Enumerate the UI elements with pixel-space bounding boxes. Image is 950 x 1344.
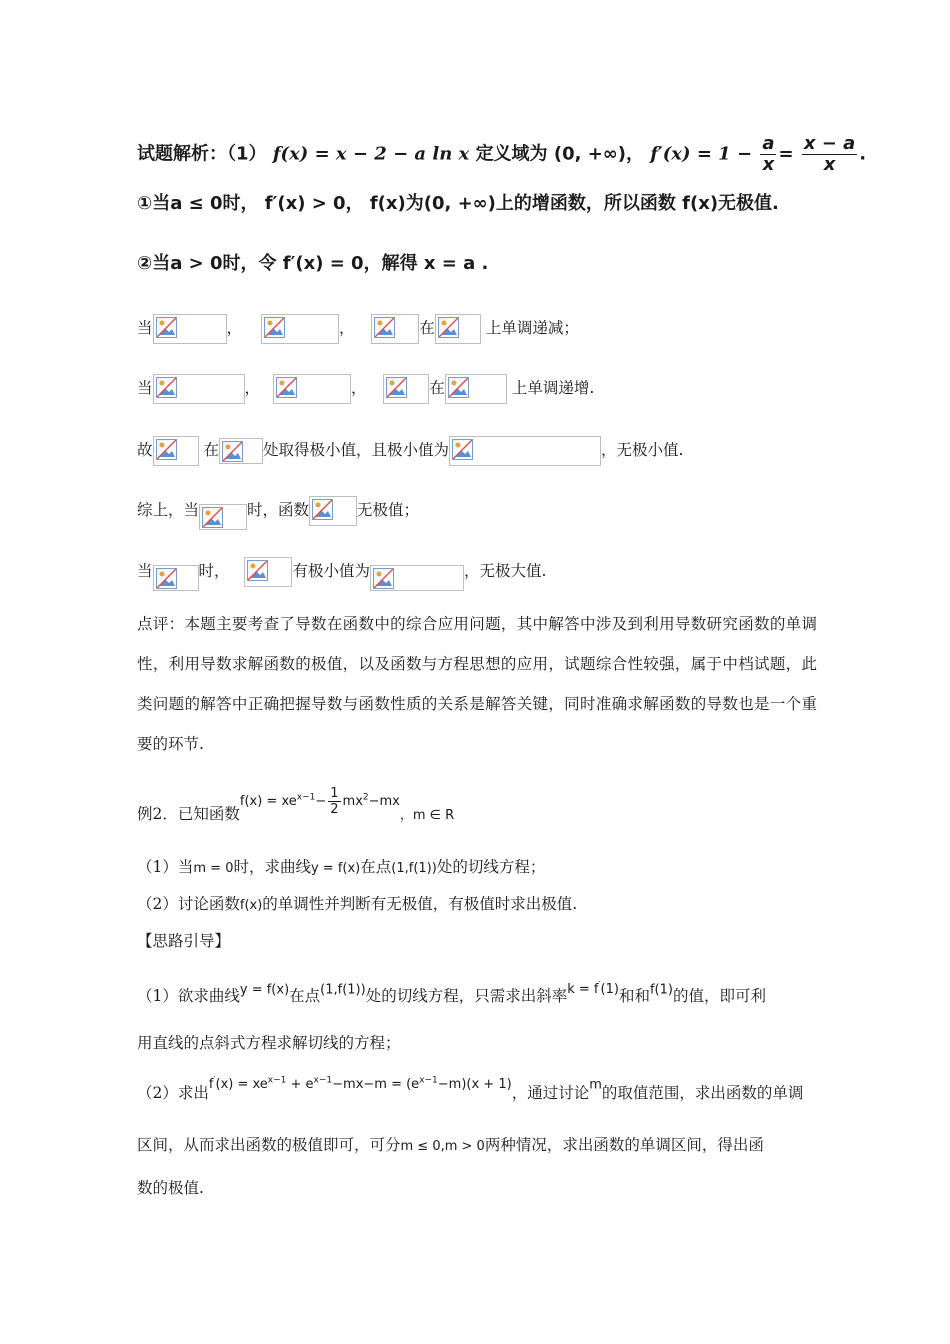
guide-2: （2）求出$f'(x) = xe^{x-1} + e^{x-1}-mx-m = (e^{x-1}-m)(x + 1)$，通过讨论m的取值范围，求出函数的单调: [137, 1076, 804, 1103]
analysis-line-1: 试题解析：（1） f(x) = x − 2 − a ln x 定义域为 (0, +∞)， f′(x) = 1 − $\frac{a}{x}$ = $\frac{x - a}{x}$ .: [137, 133, 867, 175]
broken-image-icon: [371, 314, 419, 344]
guide-1: （1）欲求曲线y = f(x)在点(1,f(1))处的切线方程，只需求出斜率k = f′(1)和和f(1)的值，即可利: [137, 981, 766, 1006]
broken-image-icon: [435, 314, 481, 344]
broken-image-icon: [309, 496, 357, 526]
broken-image-icon: [445, 374, 507, 404]
line-summary-2: 当 时， 有极小值为 ，无极大值.: [137, 557, 546, 587]
comment-paragraph: 点评：本题主要考查了导数在函数中的综合应用问题，其中解答中涉及到利用导数研究函数的单调性，利用导数求解函数的极值，以及函数与方程思想的应用，试题综合性较强，属于中档试题，此类问题的解答中正确把握导数与函数性质的关系是解答关键，同时准确求解函数的导数也是一个重要的环节.: [137, 615, 817, 753]
line-decreasing: 当 ， ， 在 上单调递减；: [137, 314, 579, 344]
question-2: （2）讨论函数f(x)的单调性并判断有无极值，有极值时求出极值.: [137, 895, 578, 913]
line-increasing: 当 ， ， 在 上单调递增.: [137, 374, 594, 404]
broken-image-icon: [261, 314, 339, 344]
line-minimum: 故 在 处取得极小值，且极小值为 ，无极小值.: [137, 436, 683, 466]
broken-image-icon: [449, 436, 601, 466]
example-2: 例2．已知函数$^{f(x) = xe^{x-1}- \frac{1}{2} mx^2-mx}_{,m \in R}$: [137, 786, 455, 823]
broken-image-icon: [370, 565, 464, 591]
question-1: （1）当m = 0时，求曲线y = f(x)在点(1,f(1))处的切线方程；: [137, 858, 546, 876]
f-definition: f(x) = x − 2 − a ln x: [272, 143, 470, 165]
guide-2-continued-2: 数的极值.: [137, 1179, 204, 1197]
broken-image-icon: [153, 436, 199, 466]
broken-image-icon: [219, 438, 263, 464]
broken-image-icon: [273, 374, 351, 404]
analysis-intro: 试题解析：（1）: [137, 143, 267, 165]
line-summary-1: 综上，当 时，函数 无极值；: [137, 496, 419, 526]
example-formula: f(x) = xex−1− 1 2 mx2−mx: [239, 786, 400, 817]
derivative-lhs: f′(x) = 1 −: [650, 143, 753, 165]
guide-2-continued-1: 区间，从而求出函数的极值即可，可分m ≤ 0,m > 0两种情况，求出函数的单调区间，得出函: [137, 1136, 764, 1154]
broken-image-icon: [244, 557, 292, 587]
analysis-case-2: ②当a > 0时，令 f′(x) = 0，解得 x = a .: [137, 253, 489, 274]
guide-title: 【思路引导】: [137, 932, 231, 950]
broken-image-icon: [199, 504, 247, 530]
domain-text: 定义域为: [475, 143, 548, 165]
broken-image-icon: [153, 314, 227, 344]
broken-image-icon: [153, 565, 199, 591]
broken-image-icon: [153, 374, 245, 404]
domain-value: (0, +∞): [553, 143, 627, 165]
guide-1-continued: 用直线的点斜式方程求解切线的方程；: [137, 1034, 401, 1052]
derivative-formula: $f'(x) = xe^{x-1} + e^{x-1}-mx-m = (e^{x-1}-m)(x + 1)$: [208, 1076, 512, 1093]
fraction-a-over-x: $\frac{a}{x}$: [762, 133, 775, 175]
broken-image-icon: [383, 374, 429, 404]
fraction-x-minus-a-over-x: $\frac{x - a}{x}$: [803, 133, 856, 175]
analysis-case-1: ①当a ≤ 0时， f′(x) > 0， f(x)为(0, +∞)上的增函数，所以函数 f(x)无极值.: [137, 193, 779, 214]
